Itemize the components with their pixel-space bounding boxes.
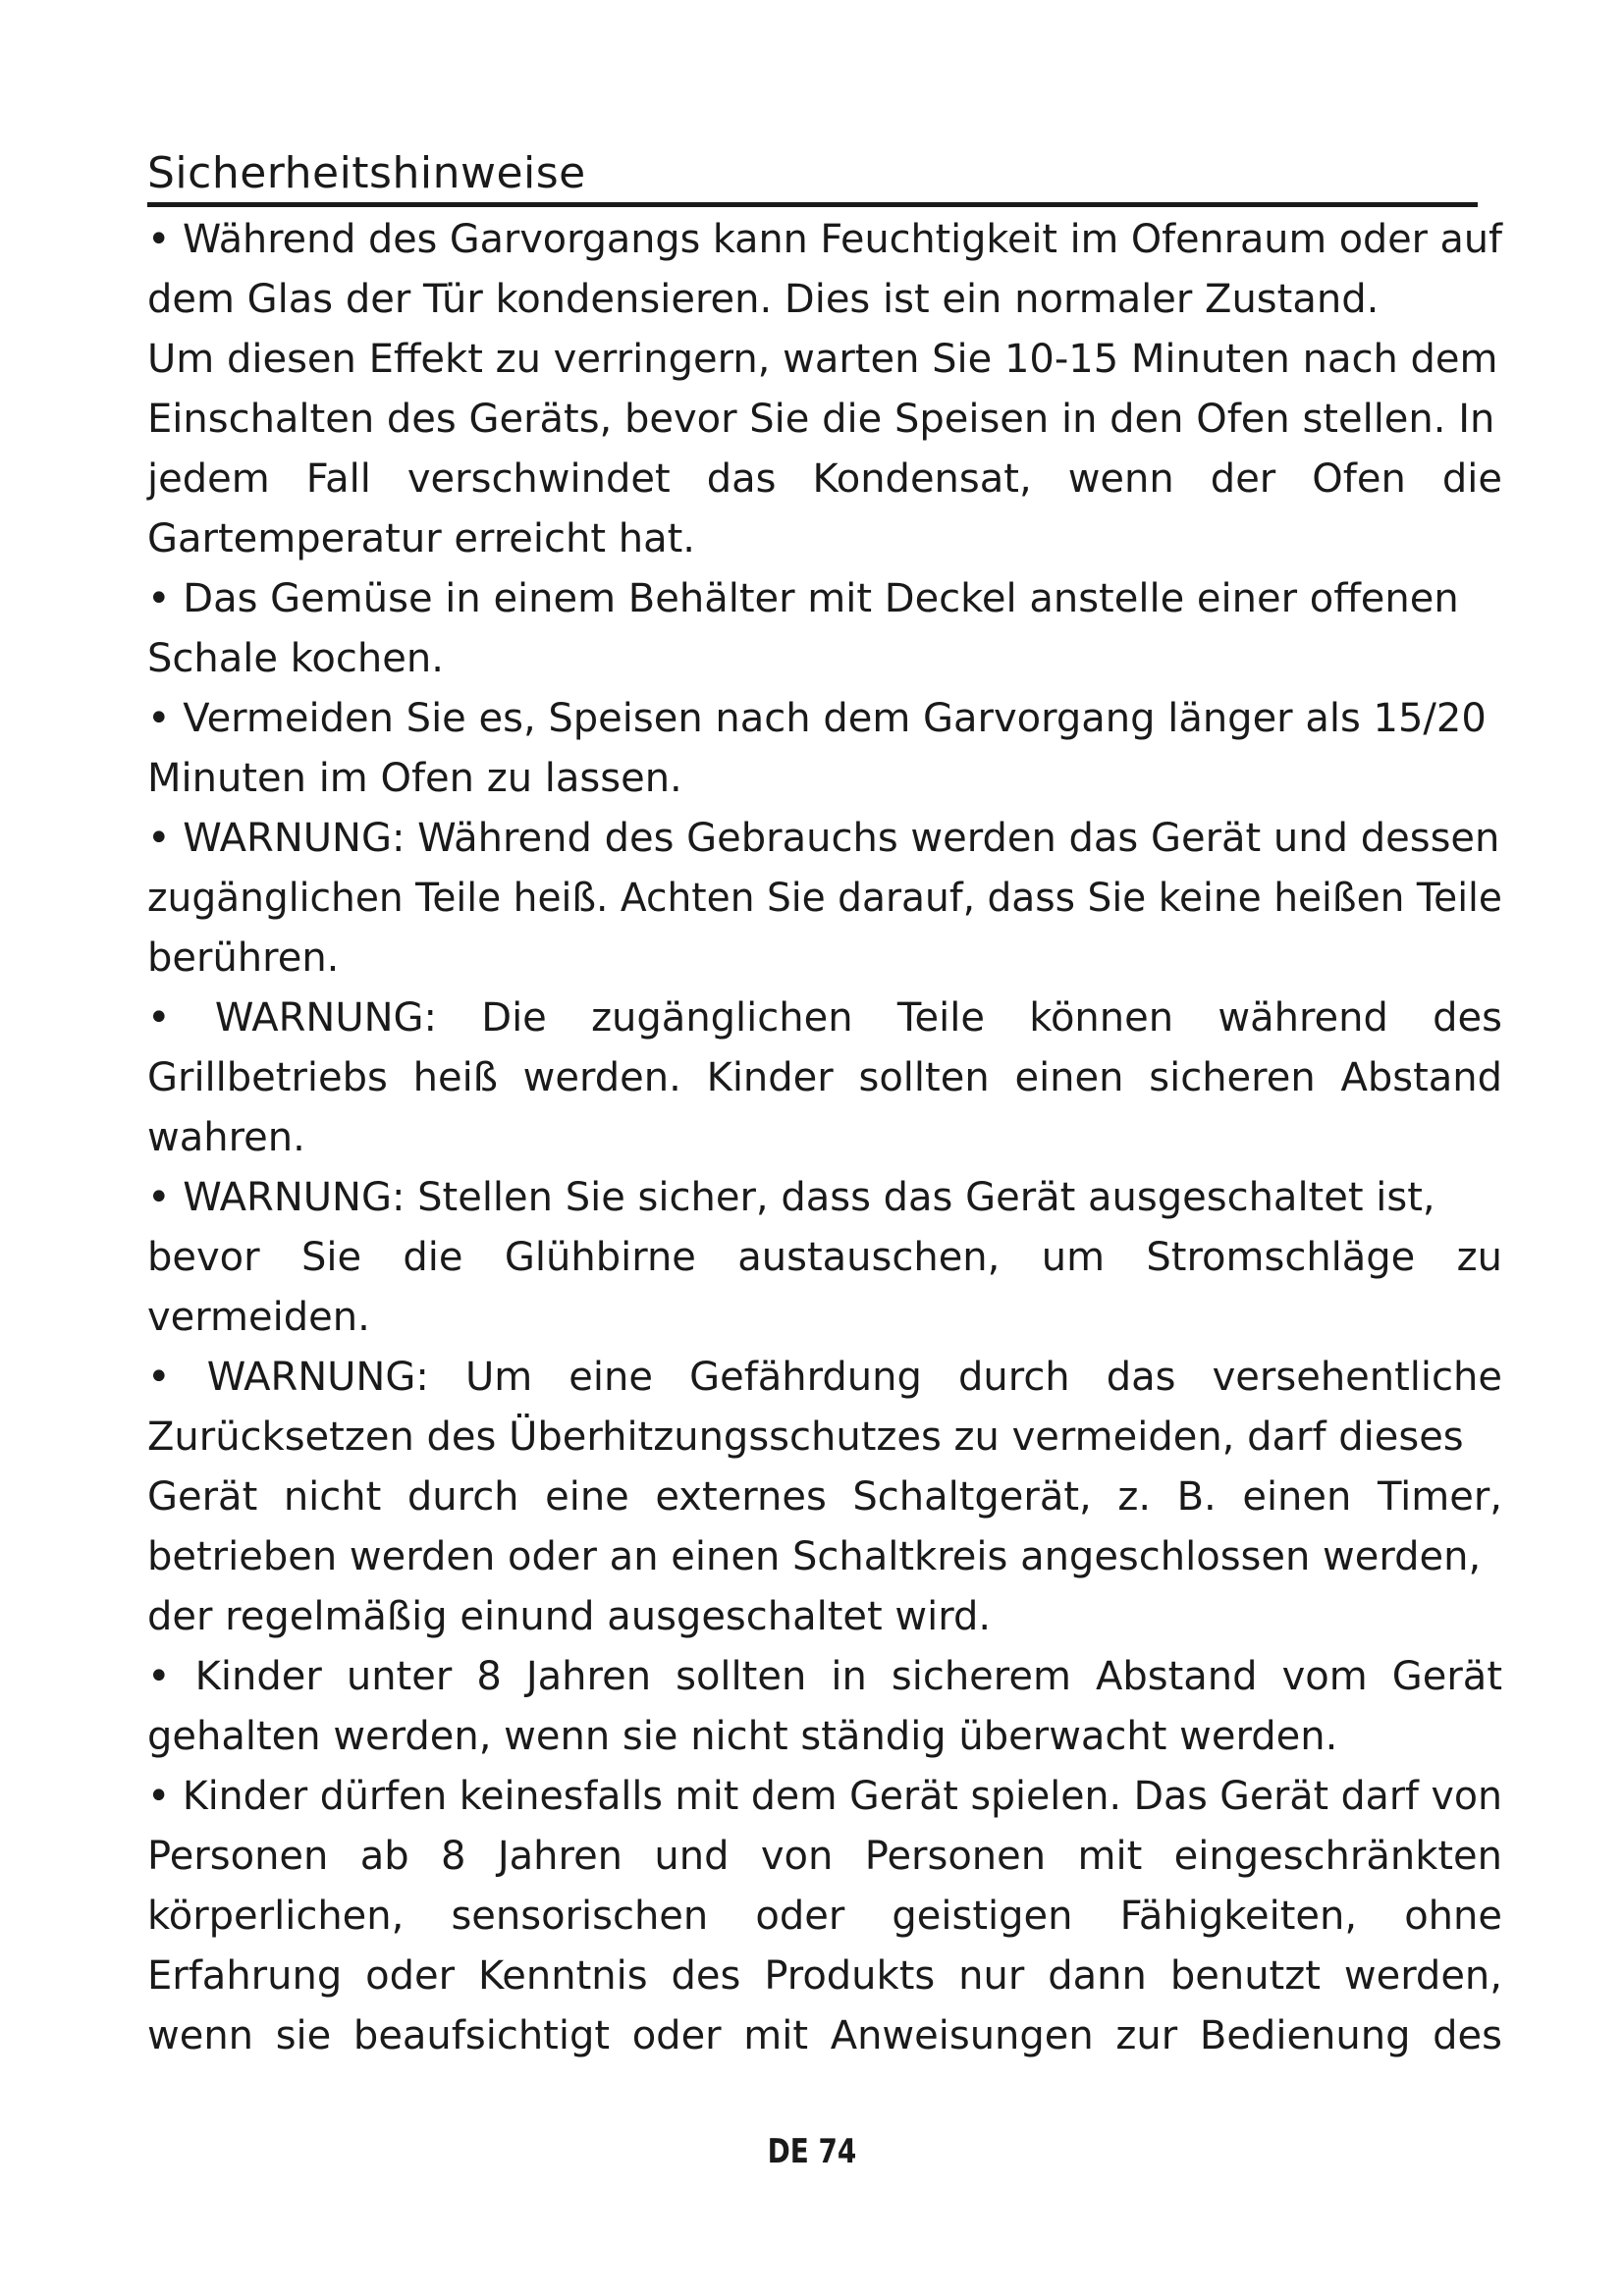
text-line: der regelmäßig einund ausgeschaltet wird. (147, 1594, 992, 1639)
page-number: DE 74 (767, 2132, 857, 2171)
text-line: Gerät nicht durch eine externes Schaltgerät, z. B. einen Timer, (147, 1474, 1502, 1520)
text-line: Schale kochen. (147, 636, 444, 681)
text-line: zugänglichen Teile heiß. Achten Sie darauf, dass Sie keine heißen Teile (147, 876, 1502, 921)
text-line: wahren. (147, 1115, 305, 1160)
text-line: • WARNUNG: Stellen Sie sicher, dass das Gerät ausgeschaltet ist, (147, 1175, 1435, 1220)
text-line: körperlichen, sensorischen oder geistigen Fähigkeiten, ohne (147, 1894, 1502, 1939)
text-line: • Kinder dürfen keinesfalls mit dem Gerät spielen. Das Gerät darf von (147, 1774, 1502, 1819)
text-line: Einschalten des Geräts, bevor Sie die Speisen in den Ofen stellen. In (147, 397, 1495, 442)
text-line: • WARNUNG: Während des Gebrauchs werden das Gerät und dessen (147, 816, 1500, 861)
text-line: Minuten im Ofen zu lassen. (147, 756, 682, 801)
text-line: betrieben werden oder an einen Schaltkreis angeschlossen werden, (147, 1534, 1482, 1579)
text-line: Gartemperatur erreicht hat. (147, 516, 696, 561)
text-line: dem Glas der Tür kondensieren. Dies ist ein normaler Zustand. (147, 277, 1380, 322)
text-line: Um diesen Effekt zu verringern, warten Sie 10-15 Minuten nach dem (147, 337, 1498, 382)
body-text (147, 210, 1542, 2066)
text-line: gehalten werden, wenn sie nicht ständig überwacht werden. (147, 1714, 1338, 1759)
text-line: • WARNUNG: Die zugänglichen Teile können während des (147, 995, 1502, 1041)
text-line: Grillbetriebs heiß werden. Kinder sollten einen sicheren Abstand (147, 1055, 1502, 1100)
text-line: • WARNUNG: Um eine Gefährdung durch das versehentliche (147, 1355, 1502, 1400)
text-line: Personen ab 8 Jahren und von Personen mit eingeschränkten (147, 1834, 1502, 1879)
text-line: Erfahrung oder Kenntnis des Produkts nur dann benutzt werden, (147, 1953, 1502, 1999)
text-line: jedem Fall verschwindet das Kondensat, wenn der Ofen die (147, 456, 1502, 502)
section-title: Sicherheitshinweise (147, 148, 586, 198)
text-line: • Das Gemüse in einem Behälter mit Deckel anstelle einer offenen (147, 576, 1459, 621)
section-heading (147, 145, 1478, 207)
text-line: • Kinder unter 8 Jahren sollten in sicherem Abstand vom Gerät (147, 1654, 1502, 1699)
text-line: Zurücksetzen des Überhitzungsschutzes zu vermeiden, darf dieses (147, 1415, 1464, 1460)
text-line: bevor Sie die Glühbirne austauschen, um Stromschläge zu (147, 1235, 1502, 1280)
text-line: vermeiden. (147, 1295, 370, 1340)
text-line: • Vermeiden Sie es, Speisen nach dem Garvorgang länger als 15/20 (147, 696, 1487, 741)
text-line: • Während des Garvorgangs kann Feuchtigkeit im Ofenraum oder auf (147, 217, 1502, 262)
text-line: wenn sie beaufsichtigt oder mit Anweisungen zur Bedienung des (147, 2013, 1502, 2058)
text-line: berühren. (147, 935, 340, 981)
